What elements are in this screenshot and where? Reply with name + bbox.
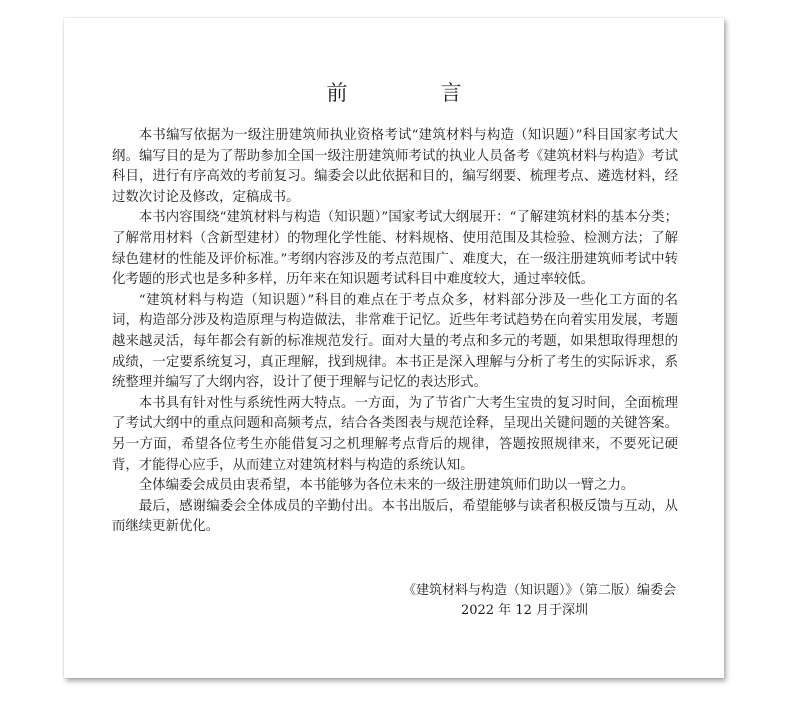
paragraph-6: 最后，感谢编委会全体成员的辛勤付出。本书出版后，希望能够与读者积极反馈与互动，从而继续更新优化。	[112, 498, 678, 535]
page-title: 前 言	[326, 81, 498, 105]
preface-body	[112, 126, 678, 538]
signature-date: 2022 年 12 月于深圳	[460, 603, 588, 618]
paragraph-4: 本书具有针对性与系统性两大特点。一方面，为了节省广大考生宝贵的复习时间，全面梳理了考试大纲中的重点问题和高频考点，结合各类图表与规范诠释，呈现出关键问题的关键答案。另一方面，希望各位考生亦能借复习之机理解考点背后的规律，答题按照规律来，不要死记硬背，才能得心应手，从而建立对建筑材料与构造的系统认知。	[112, 395, 678, 473]
signature-block	[403, 581, 676, 621]
paragraph-1: 本书编写依据为一级注册建筑师执业资格考试“建筑材料与构造（知识题）”科目国家考试大纲。编写目的是为了帮助参加全国一级注册建筑师考试的执业人员备考《建筑材料与构造》考试科目，进行有序高效的考前复习。编委会以此依据和目的，编写纲要、梳理考点、遴选材料，经过数次讨论及修改，定稿成书。	[112, 128, 678, 205]
paragraph-2: 本书内容围绕“建筑材料与构造（知识题）”国家考试大纲展开：“了解建筑材料的基本分类；了解常用材料（含新型建材）的物理化学性能、材料规格、使用范围及其检验、检测方法；了解绿色建材的性能及评价标准。”考纲内容涉及的考点范围广、难度大，在一级注册建筑师考试中转化考题的形式也是多种多样，历年来在知识题考试科目中难度较大，通过率较低。	[112, 210, 678, 288]
paragraph-3: “建筑材料与构造（知识题）”科目的难点在于考点众多，材料部分涉及一些化工方面的名词，构造部分涉及构造原理与构造做法，非常难于记忆。近些年考试趋势在向着实用发展，考题越来越灵活，每年都会有新的标准规范发行。面对大量的考点和多元的考题，如果想取得理想的成绩，一定要系统复习，真正理解，找到规律。本书正是深入理解与分析了考生的实际诉求，系统整理并编写了大纲内容，设计了便于理解与记忆的表达形式。	[112, 292, 678, 391]
signature-committee: 《建筑材料与构造（知识题）》（第二版）编委会	[402, 583, 676, 598]
paragraph-5: 全体编委会成员由衷希望，本书能够为各位未来的一级注册建筑师们助以一臂之力。	[138, 478, 635, 494]
document-page	[64, 18, 724, 678]
